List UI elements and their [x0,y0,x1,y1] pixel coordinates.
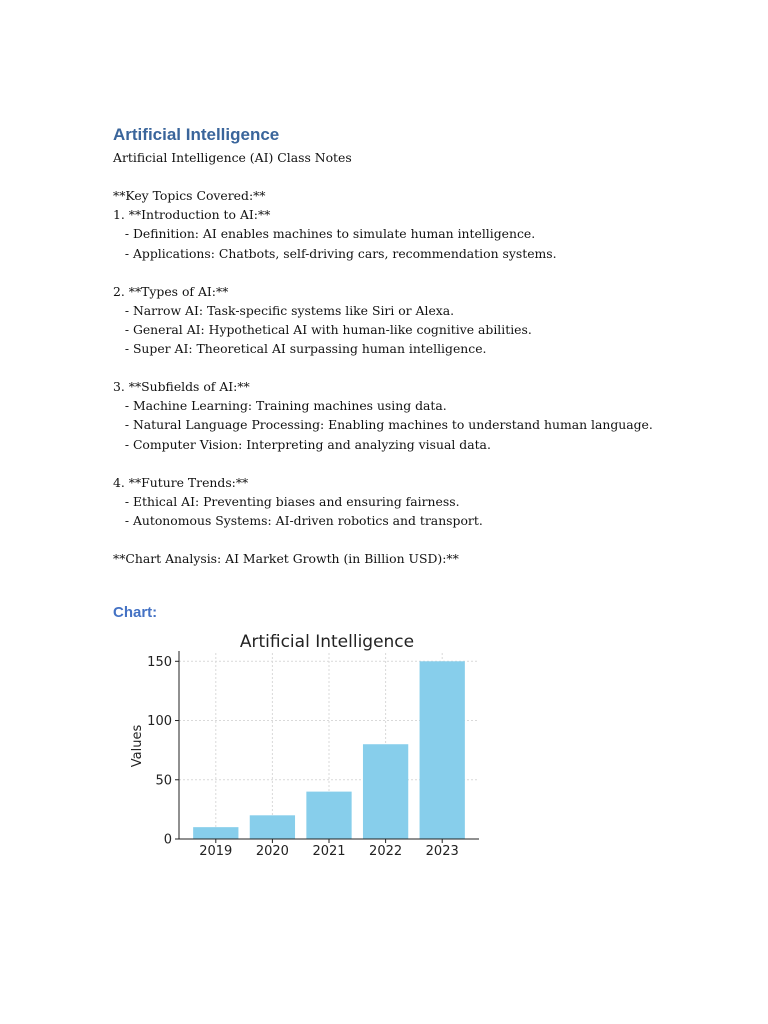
bar-2021 [306,792,351,839]
x-tick-label: 2021 [312,844,346,859]
text-line: - General AI: Hypothetical AI with human-like cognitive abilities. [113,321,532,337]
text-line: - Autonomous Systems: AI-driven robotics and transport. [113,512,483,528]
x-ticks [199,839,459,859]
text-line: **Chart Analysis: AI Market Growth (in Billion USD):** [113,551,459,567]
text-line: Artificial Intelligence (AI) Class Notes [113,150,352,165]
y-ticks [147,655,179,848]
y-tick-label: 50 [155,773,172,789]
y-tick-label: 0 [163,832,172,848]
text-line: - Narrow AI: Task-specific systems like Siri or Alexa. [113,302,455,318]
text-line: - Ethical AI: Preventing biases and ensuring fairness. [113,493,460,509]
text-line: 4. **Future Trends:** [113,474,249,490]
y-tick-label: 100 [147,714,172,730]
text-line: 2. **Types of AI:** [113,283,229,299]
chart-title: Artificial Intelligence [239,632,415,652]
chart-heading: Chart: [113,604,158,621]
document-heading: Artificial Intelligence [113,125,280,144]
x-tick-label: 2019 [199,844,233,859]
text-line: - Super AI: Theoretical AI surpassing human intelligence. [113,341,487,356]
y-tick-label: 150 [147,654,172,670]
y-axis-label: Values [130,724,145,768]
bar-2019 [193,827,238,839]
text-line: - Natural Language Processing: Enabling machines to understand human language. [113,417,653,433]
text-line: **Key Topics Covered:** [113,188,266,204]
text-line: - Applications: Chatbots, self-driving cars, recommendation systems. [113,245,557,261]
text-line: - Definition: AI enables machines to simulate human intelligence. [113,226,536,242]
bar-2022 [363,744,408,839]
x-tick-label: 2020 [255,844,289,859]
bar-2023 [420,661,465,839]
text-line: 1. **Introduction to AI:** [113,207,271,223]
bar-2020 [250,815,295,839]
text-line: 3. **Subfields of AI:** [113,379,250,395]
text-line: - Machine Learning: Training machines using data. [113,398,447,414]
x-tick-label: 2023 [425,844,459,859]
bar-chart [123,624,485,862]
x-tick-label: 2022 [369,844,403,859]
text-line: - Computer Vision: Interpreting and analyzing visual data. [113,436,491,452]
